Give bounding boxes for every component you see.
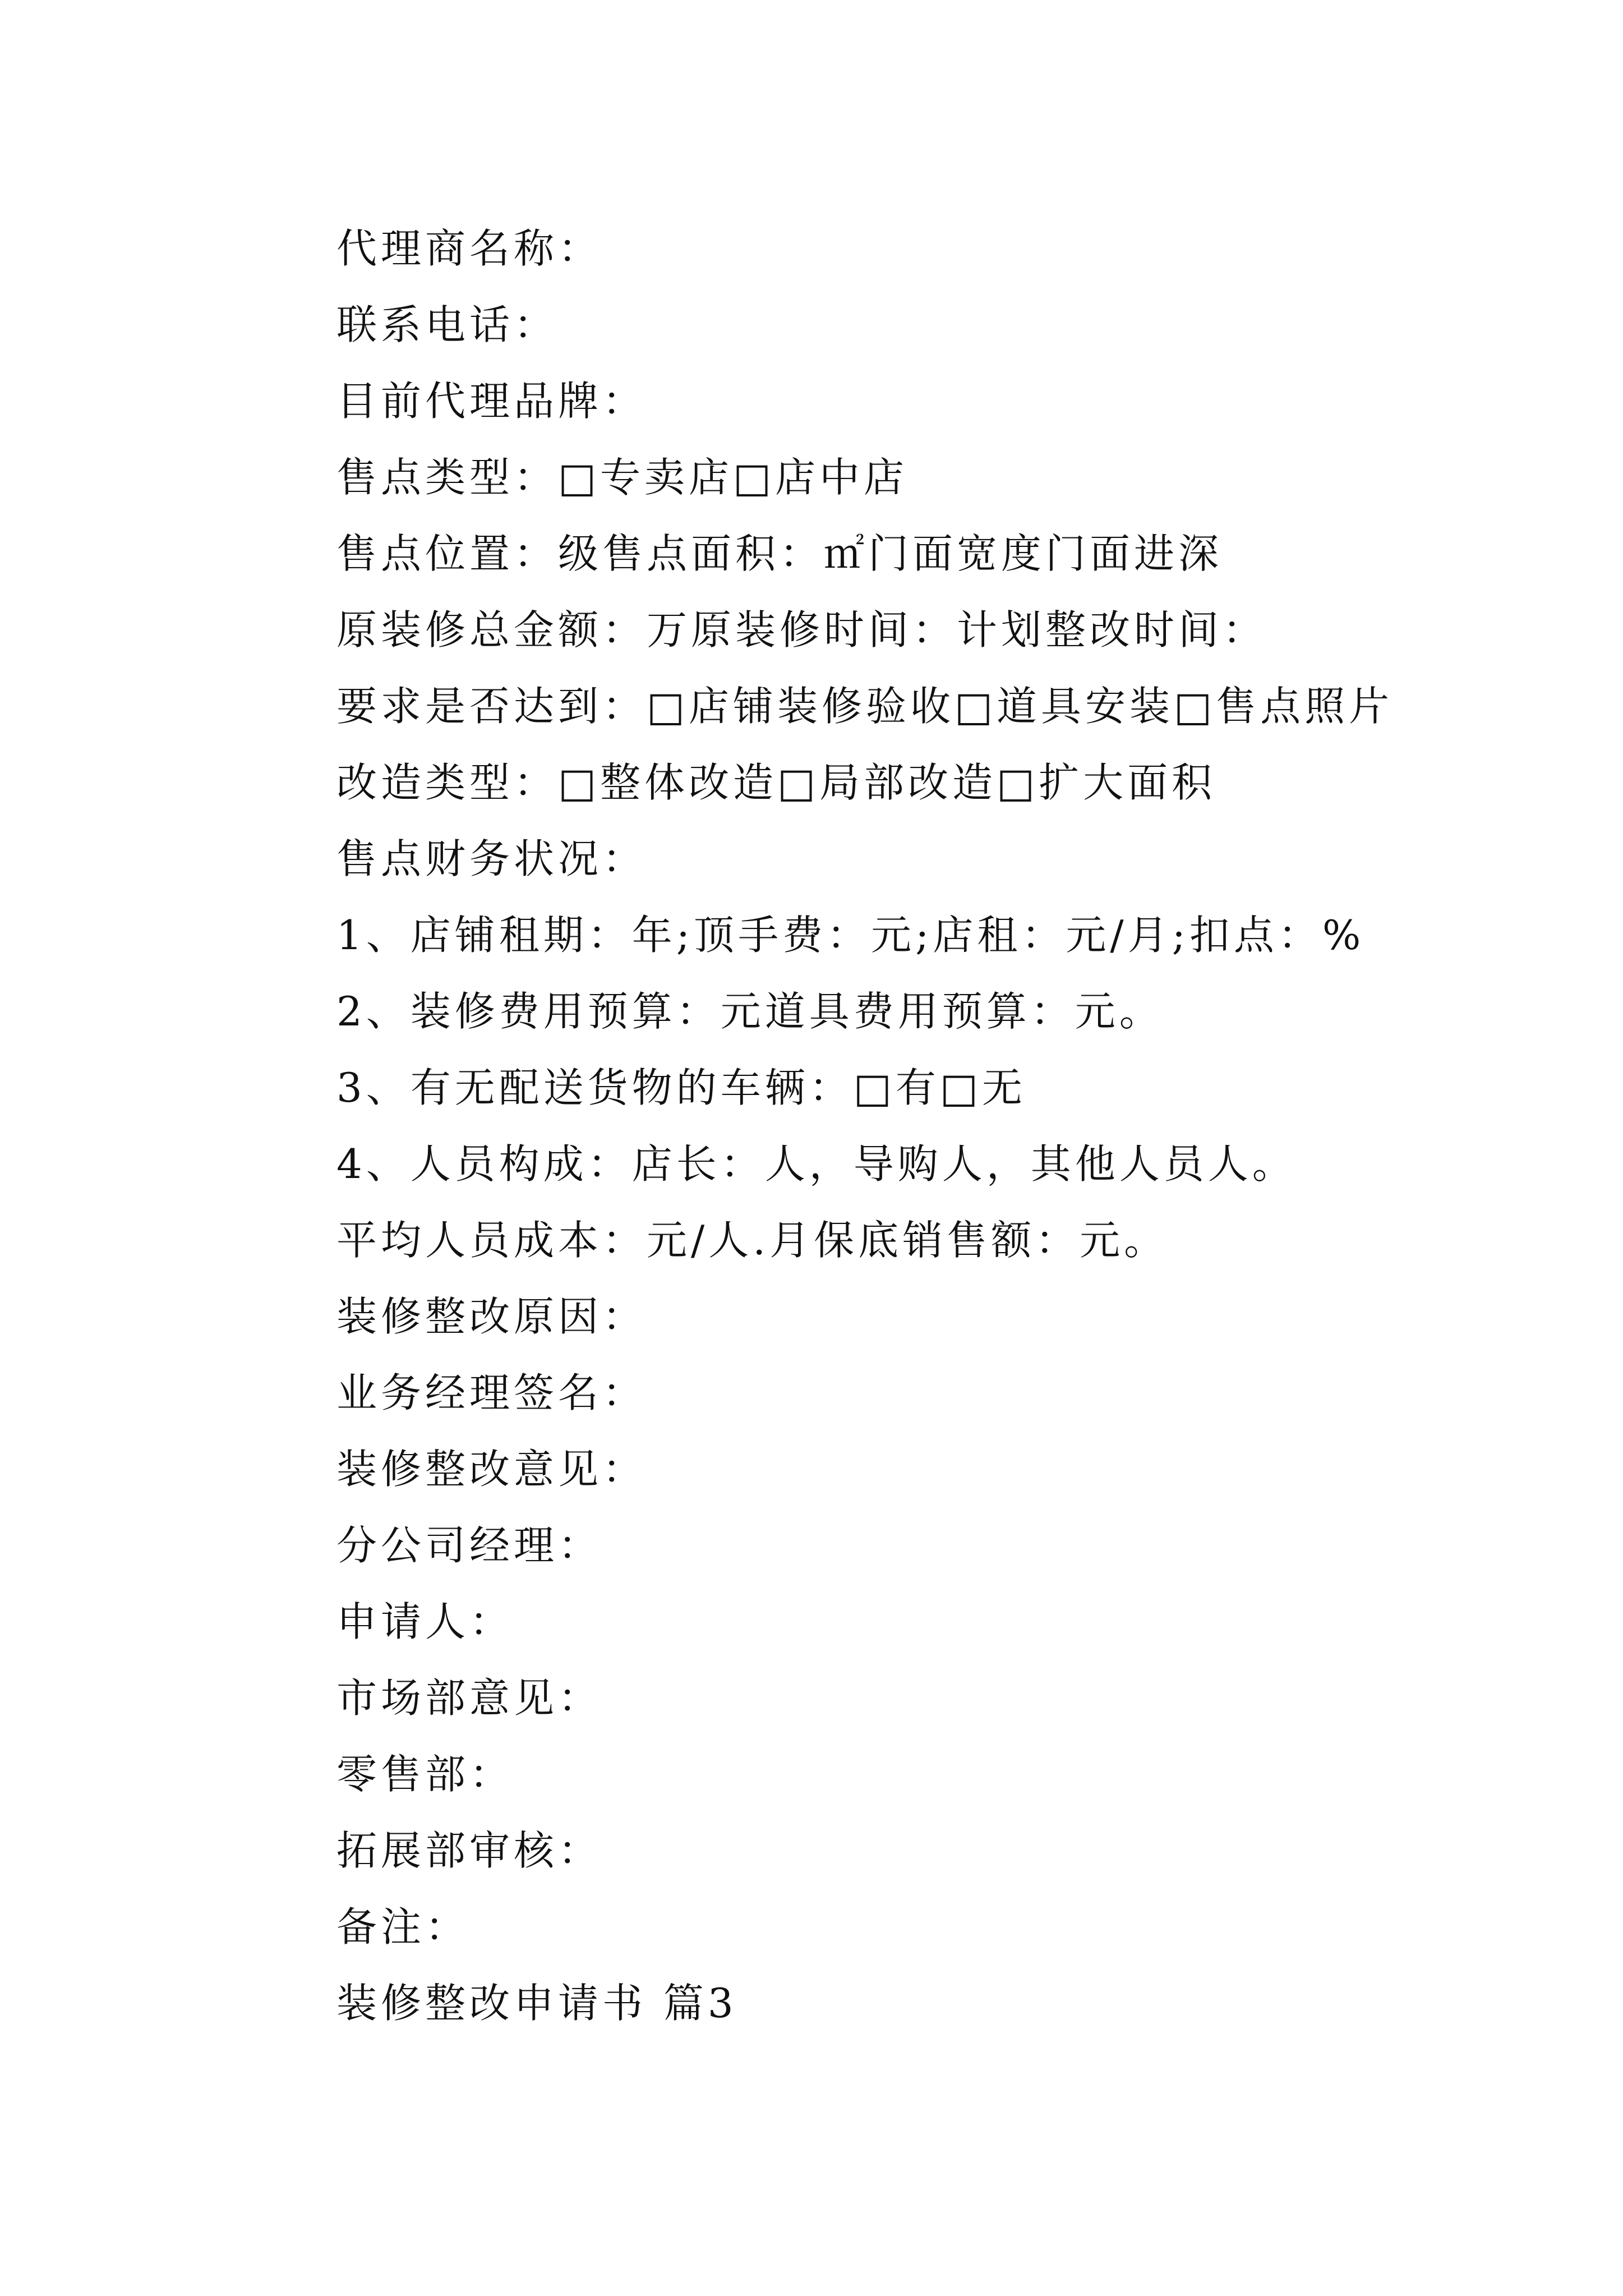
branch-manager-line: 分公司经理： [336, 1522, 603, 1569]
document-body [336, 210, 1514, 2041]
section-heading: 装修整改申请书 篇3 [336, 1980, 737, 2027]
contact-phone-line: 联系电话： [336, 301, 559, 348]
marketing-opinion-line: 市场部意见： [336, 1674, 603, 1722]
staff-composition-line: 4、人员构成：店长：人，导购人，其他人员人。 [336, 1140, 1297, 1188]
renovation-budget-line: 2、装修费用预算：元道具费用预算：元。 [336, 988, 1164, 1035]
remarks-line: 备注： [336, 1903, 470, 1950]
manager-signature-line: 业务经理签名： [336, 1369, 647, 1416]
renovation-opinion-line: 装修整改意见： [336, 1446, 647, 1493]
requirements-met-line: 要求是否达到：□店铺装修验收□道具安装□售点照片 [336, 683, 1394, 730]
renovation-reason-line: 装修整改原因： [336, 1293, 647, 1340]
average-staff-cost-line: 平均人员成本：元/人.月保底销售额：元。 [336, 1217, 1169, 1264]
financial-status-heading: 售点财务状况： [336, 835, 647, 882]
lease-term-line: 1、店铺租期：年;顶手费：元;店租：元/月;扣点：% [336, 912, 1365, 959]
original-renovation-line: 原装修总金额：万原装修时间：计划整改时间： [336, 606, 1267, 654]
delivery-vehicle-line: 3、有无配送货物的车辆：□有□无 [336, 1064, 1026, 1111]
renovation-type-line: 改造类型：□整体改造□局部改造□扩大面积 [336, 759, 1216, 806]
agent-name-line: 代理商名称： [336, 225, 603, 272]
expansion-review-line: 拓展部审核： [336, 1827, 603, 1874]
outlet-location-line: 售点位置：级售点面积：㎡门面宽度门面进深 [336, 530, 1223, 577]
retail-dept-line: 零售部： [336, 1751, 514, 1798]
current-brand-line: 目前代理品牌： [336, 378, 647, 425]
outlet-type-line: 售点类型：□专卖店□店中店 [336, 454, 909, 501]
applicant-line: 申请人： [336, 1598, 514, 1645]
